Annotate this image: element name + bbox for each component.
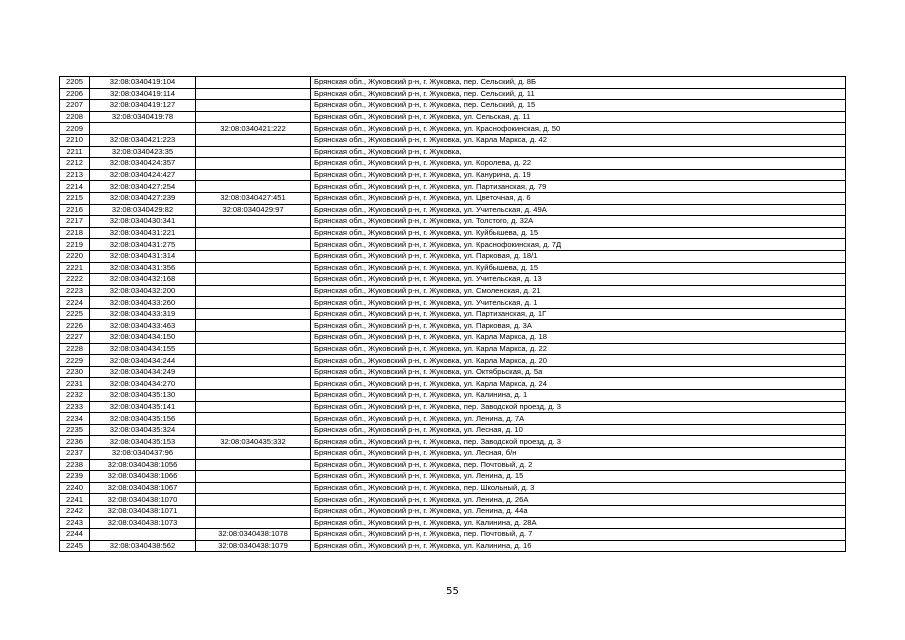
- row-number-cell: 2212: [60, 158, 90, 170]
- address-cell: Брянская обл., Жуковский р-н, г. Жуковка, ул. Учительская, д. 13: [311, 274, 846, 286]
- related-cadastral-number-cell: [196, 459, 311, 471]
- row-number-cell: 2224: [60, 297, 90, 309]
- row-number-cell: 2223: [60, 285, 90, 297]
- cadastral-number-cell: 32:08:0340419:127: [90, 100, 196, 112]
- cadastral-number-cell: 32:08:0340431:356: [90, 262, 196, 274]
- address-cell: Брянская обл., Жуковский р-н, г. Жуковка, ул. Карла Маркса, д. 22: [311, 343, 846, 355]
- row-number-cell: 2234: [60, 413, 90, 425]
- row-number-cell: 2216: [60, 204, 90, 216]
- row-number-cell: 2226: [60, 320, 90, 332]
- table-row: [60, 436, 846, 448]
- table-row: [60, 343, 846, 355]
- table-row: [60, 366, 846, 378]
- address-cell: Брянская обл., Жуковский р-н, г. Жуковка, ул. Калинина, д. 1: [311, 390, 846, 402]
- cadastral-number-cell: 32:08:0340435:153: [90, 436, 196, 448]
- related-cadastral-number-cell: [196, 262, 311, 274]
- row-number-cell: 2245: [60, 540, 90, 552]
- cadastral-number-cell: 32:08:0340438:562: [90, 540, 196, 552]
- table-row: [60, 378, 846, 390]
- row-number-cell: 2206: [60, 88, 90, 100]
- related-cadastral-number-cell: [196, 134, 311, 146]
- related-cadastral-number-cell: [196, 471, 311, 483]
- table-row: [60, 146, 846, 158]
- related-cadastral-number-cell: [196, 169, 311, 181]
- table-row: [60, 169, 846, 181]
- address-cell: Брянская обл., Жуковский р-н, г. Жуковка, ул. Цветочная, д. 6: [311, 192, 846, 204]
- cadastral-number-cell: 32:08:0340427:254: [90, 181, 196, 193]
- cadastral-number-cell: 32:08:0340434:155: [90, 343, 196, 355]
- address-cell: Брянская обл., Жуковский р-н, г. Жуковка, ул. Куйбышева, д. 15: [311, 227, 846, 239]
- address-cell: Брянская обл., Жуковский р-н, г. Жуковка, ул. Ленина, д. 7А: [311, 413, 846, 425]
- cadastral-number-cell: 32:08:0340433:463: [90, 320, 196, 332]
- related-cadastral-number-cell: [196, 216, 311, 228]
- table-row: [60, 88, 846, 100]
- row-number-cell: 2233: [60, 401, 90, 413]
- table-row: [60, 355, 846, 367]
- cadastral-number-cell: 32:08:0340438:1070: [90, 494, 196, 506]
- table-row: [60, 204, 846, 216]
- related-cadastral-number-cell: [196, 505, 311, 517]
- row-number-cell: 2221: [60, 262, 90, 274]
- table-row: [60, 459, 846, 471]
- related-cadastral-number-cell: [196, 390, 311, 402]
- cadastral-number-cell: 32:08:0340429:82: [90, 204, 196, 216]
- address-cell: Брянская обл., Жуковский р-н, г. Жуковка, ул. Ленина, д. 15: [311, 471, 846, 483]
- related-cadastral-number-cell: [196, 250, 311, 262]
- cadastral-number-cell: 32:08:0340421:223: [90, 134, 196, 146]
- table-row: [60, 505, 846, 517]
- table-row: [60, 181, 846, 193]
- table-row: [60, 540, 846, 552]
- related-cadastral-number-cell: [196, 111, 311, 123]
- address-cell: Брянская обл., Жуковский р-н, г. Жуковка, пер. Почтовый, д. 7: [311, 529, 846, 541]
- related-cadastral-number-cell: 32:08:0340429:97: [196, 204, 311, 216]
- cadastral-number-cell: 32:08:0340435:141: [90, 401, 196, 413]
- address-cell: Брянская обл., Жуковский р-н, г. Жуковка, ул. Парковая, д. 18/1: [311, 250, 846, 262]
- address-cell: Брянская обл., Жуковский р-н, г. Жуковка, пер. Заводской проезд, д. 3: [311, 401, 846, 413]
- row-number-cell: 2241: [60, 494, 90, 506]
- related-cadastral-number-cell: [196, 158, 311, 170]
- table-row: [60, 332, 846, 344]
- related-cadastral-number-cell: [196, 239, 311, 251]
- address-cell: Брянская обл., Жуковский р-н, г. Жуковка, ул. Королева, д. 22: [311, 158, 846, 170]
- related-cadastral-number-cell: [196, 401, 311, 413]
- row-number-cell: 2210: [60, 134, 90, 146]
- row-number-cell: 2219: [60, 239, 90, 251]
- table-row: [60, 158, 846, 170]
- cadastral-number-cell: 32:08:0340430:341: [90, 216, 196, 228]
- address-cell: Брянская обл., Жуковский р-н, г. Жуковка, ул. Краснофокинская, д. 50: [311, 123, 846, 135]
- cadastral-number-cell: [90, 529, 196, 541]
- address-cell: Брянская обл., Жуковский р-н, г. Жуковка, ул. Сельская, д. 11: [311, 111, 846, 123]
- cadastral-number-cell: 32:08:0340434:249: [90, 366, 196, 378]
- row-number-cell: 2213: [60, 169, 90, 181]
- row-number-cell: 2238: [60, 459, 90, 471]
- row-number-cell: 2231: [60, 378, 90, 390]
- table-row: [60, 401, 846, 413]
- table-row: [60, 424, 846, 436]
- table-row: [60, 134, 846, 146]
- cadastral-number-cell: 32:08:0340419:78: [90, 111, 196, 123]
- related-cadastral-number-cell: [196, 332, 311, 344]
- address-cell: Брянская обл., Жуковский р-н, г. Жуковка, пер. Заводской проезд, д. 3: [311, 436, 846, 448]
- related-cadastral-number-cell: [196, 274, 311, 286]
- address-cell: Брянская обл., Жуковский р-н, г. Жуковка, ул. Ленина, д. 26А: [311, 494, 846, 506]
- table-row: [60, 413, 846, 425]
- row-number-cell: 2232: [60, 390, 90, 402]
- related-cadastral-number-cell: 32:08:0340427:451: [196, 192, 311, 204]
- row-number-cell: 2215: [60, 192, 90, 204]
- cadastral-number-cell: 32:08:0340431:221: [90, 227, 196, 239]
- row-number-cell: 2229: [60, 355, 90, 367]
- address-cell: Брянская обл., Жуковский р-н, г. Жуковка, пер. Почтовый, д. 2: [311, 459, 846, 471]
- cadastral-number-cell: 32:08:0340433:319: [90, 308, 196, 320]
- row-number-cell: 2237: [60, 448, 90, 460]
- related-cadastral-number-cell: [196, 77, 311, 89]
- address-cell: Брянская обл., Жуковский р-н, г. Жуковка, ул. Парковая, д. 3А: [311, 320, 846, 332]
- address-cell: Брянская обл., Жуковский р-н, г. Жуковка, ул. Партизанская, д. 79: [311, 181, 846, 193]
- cadastral-number-cell: 32:08:0340432:168: [90, 274, 196, 286]
- related-cadastral-number-cell: [196, 146, 311, 158]
- table-row: [60, 274, 846, 286]
- address-cell: Брянская обл., Жуковский р-н, г. Жуковка, ул. Куйбышева, д. 15: [311, 262, 846, 274]
- table-row: [60, 390, 846, 402]
- table-body: [60, 77, 846, 552]
- row-number-cell: 2243: [60, 517, 90, 529]
- row-number-cell: 2211: [60, 146, 90, 158]
- cadastral-number-cell: 32:08:0340435:324: [90, 424, 196, 436]
- row-number-cell: 2208: [60, 111, 90, 123]
- table-row: [60, 297, 846, 309]
- address-cell: Брянская обл., Жуковский р-н, г. Жуковка, пер. Школьный, д. 3: [311, 482, 846, 494]
- related-cadastral-number-cell: 32:08:0340435:332: [196, 436, 311, 448]
- address-cell: Брянская обл., Жуковский р-н, г. Жуковка, ул. Калинина, д. 16: [311, 540, 846, 552]
- table-row: [60, 494, 846, 506]
- row-number-cell: 2230: [60, 366, 90, 378]
- row-number-cell: 2235: [60, 424, 90, 436]
- cadastral-number-cell: 32:08:0340438:1073: [90, 517, 196, 529]
- address-cell: Брянская обл., Жуковский р-н, г. Жуковка, пер. Сельский, д. 15: [311, 100, 846, 112]
- address-cell: Брянская обл., Жуковский р-н, г. Жуковка, ул. Смоленская, д. 21: [311, 285, 846, 297]
- table-row: [60, 100, 846, 112]
- related-cadastral-number-cell: [196, 494, 311, 506]
- related-cadastral-number-cell: [196, 285, 311, 297]
- related-cadastral-number-cell: [196, 413, 311, 425]
- cadastral-number-cell: 32:08:0340438:1056: [90, 459, 196, 471]
- cadastral-number-cell: 32:08:0340438:1066: [90, 471, 196, 483]
- row-number-cell: 2242: [60, 505, 90, 517]
- table-row: [60, 123, 846, 135]
- related-cadastral-number-cell: [196, 482, 311, 494]
- cadastral-number-cell: [90, 123, 196, 135]
- cadastral-table: [59, 76, 846, 552]
- address-cell: Брянская обл., Жуковский р-н, г. Жуковка,: [311, 146, 846, 158]
- address-cell: Брянская обл., Жуковский р-н, г. Жуковка, ул. Карла Маркса, д. 18: [311, 332, 846, 344]
- table-row: [60, 77, 846, 89]
- row-number-cell: 2217: [60, 216, 90, 228]
- related-cadastral-number-cell: [196, 100, 311, 112]
- table-row: [60, 227, 846, 239]
- related-cadastral-number-cell: [196, 355, 311, 367]
- related-cadastral-number-cell: [196, 320, 311, 332]
- table-row: [60, 471, 846, 483]
- table-row: [60, 308, 846, 320]
- row-number-cell: 2205: [60, 77, 90, 89]
- address-cell: Брянская обл., Жуковский р-н, г. Жуковка, ул. Учительская, д. 1: [311, 297, 846, 309]
- cadastral-number-cell: 32:08:0340435:156: [90, 413, 196, 425]
- table-row: [60, 111, 846, 123]
- table-row: [60, 239, 846, 251]
- address-cell: Брянская обл., Жуковский р-н, г. Жуковка, ул. Учительская, д. 49А: [311, 204, 846, 216]
- address-cell: Брянская обл., Жуковский р-н, г. Жуковка, пер. Сельский, д. 8Б: [311, 77, 846, 89]
- cadastral-number-cell: 32:08:0340427:239: [90, 192, 196, 204]
- address-cell: Брянская обл., Жуковский р-н, г. Жуковка, ул. Ленина, д. 44а: [311, 505, 846, 517]
- cadastral-number-cell: 32:08:0340434:150: [90, 332, 196, 344]
- address-cell: Брянская обл., Жуковский р-н, г. Жуковка, ул. Лесная, д. 10: [311, 424, 846, 436]
- row-number-cell: 2209: [60, 123, 90, 135]
- page-number: 55: [446, 586, 459, 597]
- related-cadastral-number-cell: [196, 448, 311, 460]
- table-row: [60, 482, 846, 494]
- table-row: [60, 216, 846, 228]
- row-number-cell: 2222: [60, 274, 90, 286]
- table-row: [60, 285, 846, 297]
- table-row: [60, 320, 846, 332]
- cadastral-number-cell: 32:08:0340437:96: [90, 448, 196, 460]
- table-row: [60, 448, 846, 460]
- address-cell: Брянская обл., Жуковский р-н, г. Жуковка, ул. Карла Маркса, д. 42: [311, 134, 846, 146]
- address-cell: Брянская обл., Жуковский р-н, г. Жуковка, ул. Октябрьская, д. 5а: [311, 366, 846, 378]
- address-cell: Брянская обл., Жуковский р-н, г. Жуковка, ул. Партизанская, д. 1Г: [311, 308, 846, 320]
- related-cadastral-number-cell: [196, 227, 311, 239]
- address-cell: Брянская обл., Жуковский р-н, г. Жуковка, ул. Толстого, д. 32А: [311, 216, 846, 228]
- row-number-cell: 2220: [60, 250, 90, 262]
- related-cadastral-number-cell: [196, 366, 311, 378]
- cadastral-number-cell: 32:08:0340433:260: [90, 297, 196, 309]
- row-number-cell: 2240: [60, 482, 90, 494]
- address-cell: Брянская обл., Жуковский р-н, г. Жуковка, ул. Канурина, д. 19: [311, 169, 846, 181]
- cadastral-number-cell: 32:08:0340431:314: [90, 250, 196, 262]
- cadastral-number-cell: 32:08:0340424:357: [90, 158, 196, 170]
- related-cadastral-number-cell: [196, 378, 311, 390]
- table-row: [60, 192, 846, 204]
- cadastral-number-cell: 32:08:0340431:275: [90, 239, 196, 251]
- related-cadastral-number-cell: [196, 343, 311, 355]
- related-cadastral-number-cell: [196, 308, 311, 320]
- cadastral-number-cell: 32:08:0340419:104: [90, 77, 196, 89]
- address-cell: Брянская обл., Жуковский р-н, г. Жуковка, ул. Краснофокинская, д. 7Д: [311, 239, 846, 251]
- row-number-cell: 2228: [60, 343, 90, 355]
- table-row: [60, 250, 846, 262]
- row-number-cell: 2214: [60, 181, 90, 193]
- related-cadastral-number-cell: [196, 297, 311, 309]
- row-number-cell: 2244: [60, 529, 90, 541]
- related-cadastral-number-cell: [196, 424, 311, 436]
- cadastral-number-cell: 32:08:0340424:427: [90, 169, 196, 181]
- table-row: [60, 529, 846, 541]
- table-row: [60, 262, 846, 274]
- cadastral-number-cell: 32:08:0340419:114: [90, 88, 196, 100]
- related-cadastral-number-cell: 32:08:0340421:222: [196, 123, 311, 135]
- row-number-cell: 2225: [60, 308, 90, 320]
- address-cell: Брянская обл., Жуковский р-н, г. Жуковка, ул. Карла Маркса, д. 24: [311, 378, 846, 390]
- row-number-cell: 2218: [60, 227, 90, 239]
- cadastral-number-cell: 32:08:0340434:244: [90, 355, 196, 367]
- cadastral-number-cell: 32:08:0340423:35: [90, 146, 196, 158]
- cadastral-number-cell: 32:08:0340432:200: [90, 285, 196, 297]
- address-cell: Брянская обл., Жуковский р-н, г. Жуковка, пер. Сельский, д. 11: [311, 88, 846, 100]
- address-cell: Брянская обл., Жуковский р-н, г. Жуковка, ул. Лесная, б/н: [311, 448, 846, 460]
- related-cadastral-number-cell: [196, 517, 311, 529]
- row-number-cell: 2227: [60, 332, 90, 344]
- cadastral-number-cell: 32:08:0340435:130: [90, 390, 196, 402]
- related-cadastral-number-cell: [196, 181, 311, 193]
- cadastral-number-cell: 32:08:0340438:1067: [90, 482, 196, 494]
- address-cell: Брянская обл., Жуковский р-н, г. Жуковка, ул. Калинина, д. 28А: [311, 517, 846, 529]
- cadastral-number-cell: 32:08:0340434:270: [90, 378, 196, 390]
- related-cadastral-number-cell: [196, 88, 311, 100]
- table-row: [60, 517, 846, 529]
- row-number-cell: 2207: [60, 100, 90, 112]
- related-cadastral-number-cell: 32:08:0340438:1078: [196, 529, 311, 541]
- row-number-cell: 2239: [60, 471, 90, 483]
- cadastral-number-cell: 32:08:0340438:1071: [90, 505, 196, 517]
- row-number-cell: 2236: [60, 436, 90, 448]
- related-cadastral-number-cell: 32:08:0340438:1079: [196, 540, 311, 552]
- address-cell: Брянская обл., Жуковский р-н, г. Жуковка, ул. Карла Маркса, д. 20: [311, 355, 846, 367]
